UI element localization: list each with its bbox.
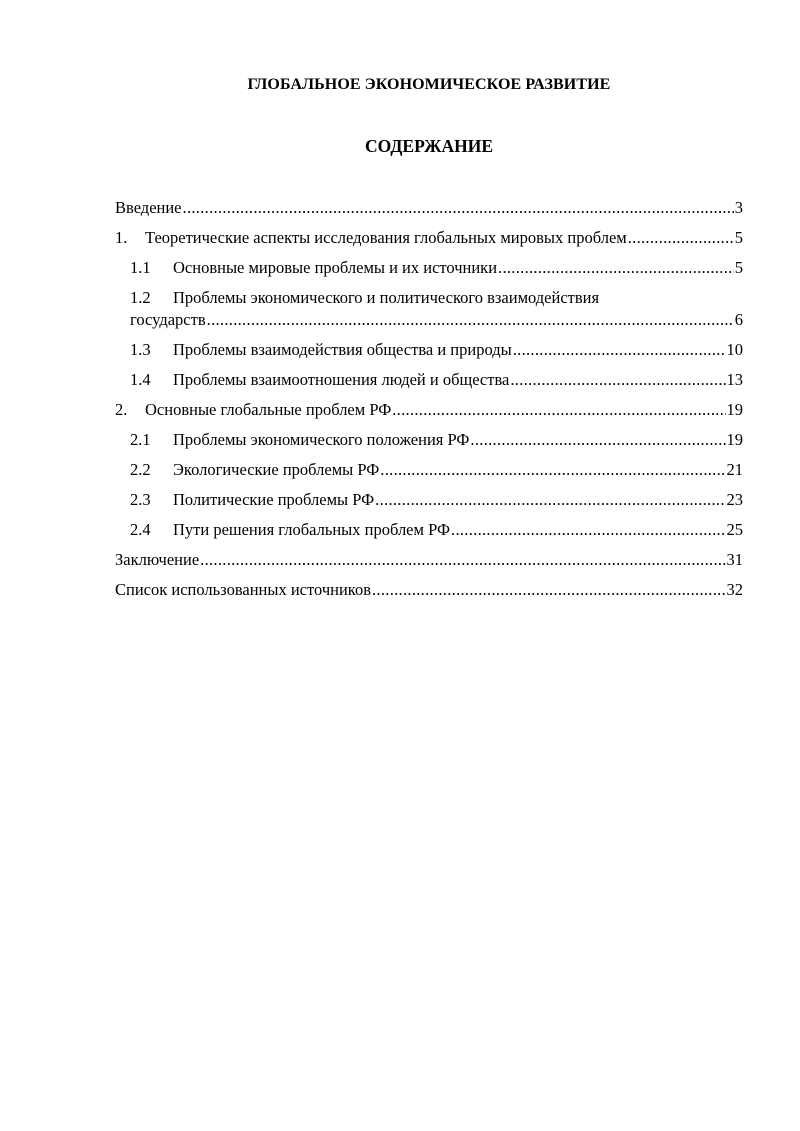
toc-page-number: 3: [734, 198, 743, 217]
toc-entry-section-1-1[interactable]: [115, 257, 743, 287]
toc-entry-label: Заключение: [115, 550, 200, 569]
toc-entry-section-1-4[interactable]: [115, 369, 743, 399]
toc-entry-section-2[interactable]: [115, 399, 743, 429]
toc-page-number: 32: [726, 580, 743, 599]
dot-leader: [628, 227, 734, 249]
toc-page-number: 6: [734, 310, 743, 329]
dot-leader: [200, 549, 725, 571]
toc-entry-section-1[interactable]: [115, 227, 743, 257]
dot-leader: [451, 519, 725, 541]
dot-leader: [392, 399, 725, 421]
toc-page-number: 23: [726, 490, 743, 509]
document-title: ГЛОБАЛЬНОЕ ЭКОНОМИЧЕСКОЕ РАЗВИТИЕ: [247, 76, 611, 93]
dot-leader: [375, 489, 725, 511]
toc-entry-label: Экологические проблемы РФ: [173, 460, 380, 479]
toc-entry-number: 2.3: [130, 490, 151, 509]
toc-entry-label-line1: Проблемы экономического и политического взаимодействия: [173, 288, 600, 307]
toc-entry-label: Пути решения глобальных проблем РФ: [173, 520, 451, 539]
toc-entry-number: 1.3: [130, 340, 151, 359]
toc-entry-number: 2.1: [130, 430, 151, 449]
toc-page-number: 10: [726, 340, 743, 359]
toc-page-number: 19: [726, 430, 743, 449]
toc-page-number: 5: [734, 228, 743, 247]
table-of-contents: [115, 197, 743, 609]
dot-leader: [380, 459, 725, 481]
toc-entry-section-1-2[interactable]: [115, 287, 743, 339]
toc-entry-number: 1.2: [130, 288, 151, 307]
toc-entry-number: 1.1: [130, 258, 151, 277]
toc-entry-number: 1.4: [130, 370, 151, 389]
toc-page-number: 25: [726, 520, 743, 539]
toc-entry-conclusion[interactable]: [115, 549, 743, 579]
dot-leader: [372, 579, 726, 601]
toc-entry-label: Проблемы взаимоотношения людей и общества: [173, 370, 510, 389]
toc-entry-label: Проблемы экономического положения РФ: [173, 430, 470, 449]
dot-leader: [510, 369, 725, 391]
toc-page-number: 5: [734, 258, 743, 277]
toc-page-number: 21: [726, 460, 743, 479]
toc-entry-label: Политические проблемы РФ: [173, 490, 375, 509]
toc-entry-label-line2: государств: [130, 310, 206, 329]
toc-entry-label: Теоретические аспекты исследования глобальных мировых проблем: [145, 228, 627, 247]
toc-entry-number: 2.4: [130, 520, 151, 539]
toc-entry-sources[interactable]: [115, 579, 743, 609]
dot-leader: [470, 429, 725, 451]
toc-entry-intro[interactable]: [115, 197, 743, 227]
toc-entry-label: Проблемы взаимодействия общества и природы: [173, 340, 512, 359]
toc-entry-section-1-3[interactable]: [115, 339, 743, 369]
toc-entry-number: 1.: [115, 228, 128, 247]
toc-entry-section-2-3[interactable]: [115, 489, 743, 519]
toc-page-number: 19: [726, 400, 743, 419]
toc-entry-number: 2.2: [130, 460, 151, 479]
dot-leader: [207, 309, 734, 331]
dot-leader: [513, 339, 726, 361]
toc-entry-label: Введение: [115, 198, 182, 217]
toc-page-number: 31: [726, 550, 743, 569]
toc-entry-section-2-4[interactable]: [115, 519, 743, 549]
toc-page-number: 13: [726, 370, 743, 389]
dot-leader: [498, 257, 734, 279]
toc-entry-number: 2.: [115, 400, 128, 419]
toc-entry-label: Основные глобальные проблем РФ: [145, 400, 392, 419]
toc-entry-section-2-1[interactable]: [115, 429, 743, 459]
toc-entry-label: Список использованных источников: [115, 580, 371, 599]
dot-leader: [183, 197, 734, 219]
toc-entry-label: Основные мировые проблемы и их источники: [173, 258, 498, 277]
toc-heading: СОДЕРЖАНИЕ: [364, 136, 493, 156]
toc-entry-section-2-2[interactable]: [115, 459, 743, 489]
